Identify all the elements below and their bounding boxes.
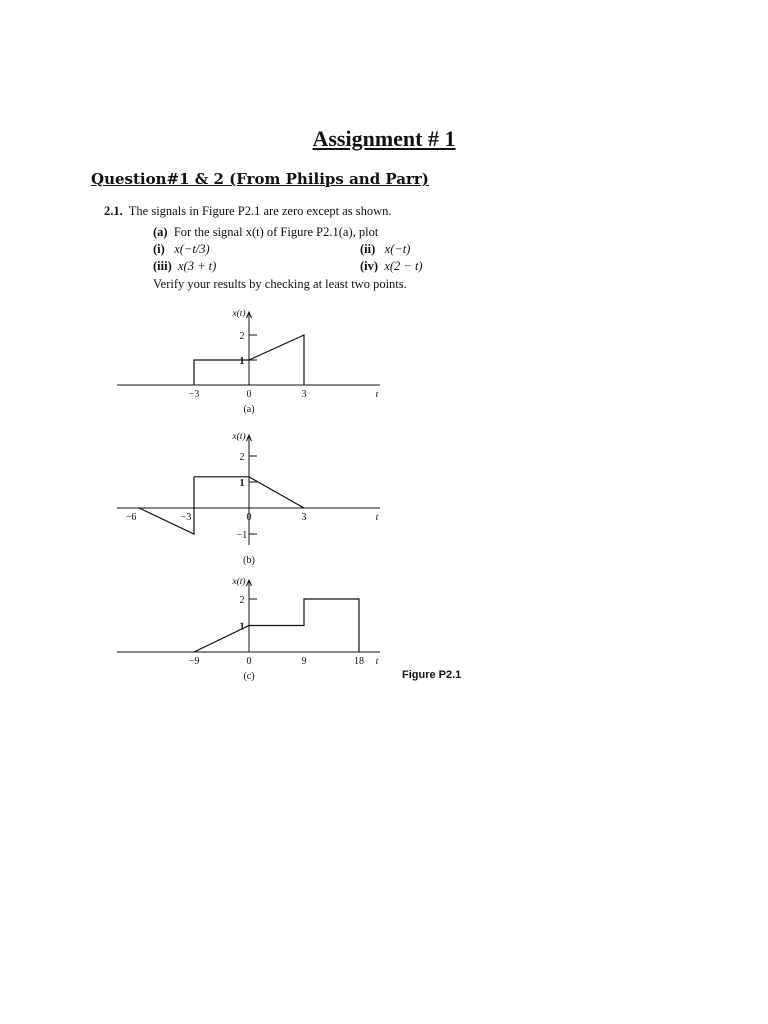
y-tick-label: 1 [239,478,245,489]
figure-caption: Figure P2.1 [402,669,462,681]
x-tick-label: −3 [180,512,192,523]
item-expr: x(3 + t) [178,259,217,273]
item-expr: x(−t/3) [174,242,210,256]
signal-segment [139,477,194,534]
part-a-label: (a) [153,225,168,239]
signal-segment [194,599,359,652]
x-tick-label: −9 [188,656,200,667]
figure-sublabel: (a) [243,404,255,415]
x-axis-label: t [375,390,379,400]
y-tick-label: 2 [239,452,245,463]
y-tick-label: 1 [239,621,245,633]
x-tick-label: 3 [301,512,307,523]
x-tick-label: −6 [125,512,137,523]
item-expr: x(−t) [384,242,411,256]
figure-sublabel: (c) [243,671,255,682]
x-axis-label: t [375,657,379,667]
x-tick-label: 0 [246,512,252,523]
item-label: (i) [153,242,165,256]
verify-text: Verify your results by checking at least two points. [153,277,407,291]
page-title: Assignment # 1 [312,126,456,151]
x-tick-label: 3 [301,389,307,400]
problem-number: 2.1. [104,204,123,218]
item-label: (ii) [360,242,376,256]
signal-segment [249,335,304,385]
problem-statement-text: The signals in Figure P2.1 are zero except as shown. [128,204,392,218]
x-tick-label: 18 [353,656,364,667]
y-axis-label: x(t) [232,577,246,587]
item-label: (iv) [360,259,379,273]
y-tick-label: 1 [239,356,245,367]
x-tick-label: 0 [246,389,252,400]
x-tick-label: −3 [188,389,200,400]
item-expr: x(2 − t) [384,259,423,273]
y-axis-label: x(t) [232,309,246,319]
figure-sublabel: (b) [243,555,255,566]
x-tick-label: 9 [301,656,307,667]
part-a-text: For the signal x(t) of Figure P2.1(a), plot [173,225,379,239]
x-axis-label: t [375,513,379,523]
question-heading: Question#1 & 2 (From Philips and Parr) [91,170,429,188]
x-tick-label: 0 [246,656,252,667]
y-tick-label: −1 [236,530,248,541]
item-label: (iii) [153,259,172,273]
y-axis-label: x(t) [232,432,246,442]
y-tick-label: 2 [239,331,245,342]
y-tick-label: 2 [239,595,245,606]
